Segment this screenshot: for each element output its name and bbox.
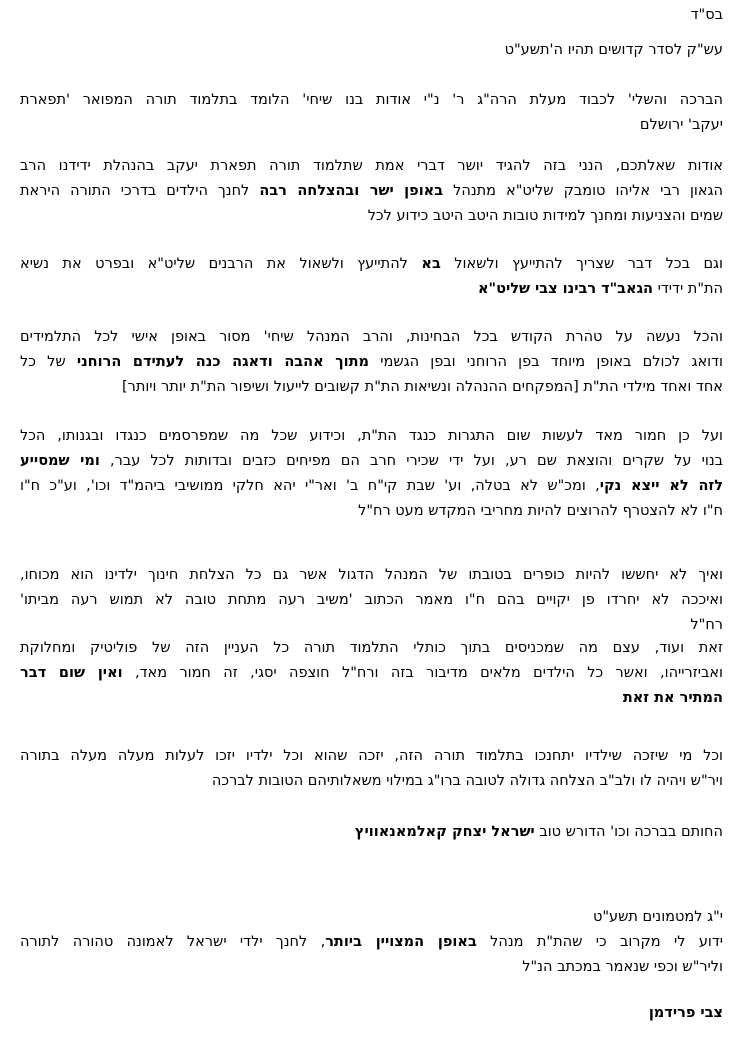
text-line [20, 588, 723, 613]
text-line [20, 179, 723, 204]
signer-name: ישראל יצחק קאלמאנאוויץ [354, 824, 535, 840]
bold-text: מתוך אהבה ודאגה כנה לעתידם הרוחני [76, 354, 370, 370]
bold-text: ומי שמסייע [20, 453, 100, 469]
text-run: ודואג לכולם באופן מיוחד בפן הרוחני ובפן הגשמי [369, 354, 723, 370]
text-run: הת"ת ידידי [653, 281, 723, 297]
signature-prefix: החותם בברכה וכו' הדורש טוב [534, 824, 723, 840]
text-run: של כל [20, 354, 77, 370]
endorsement-note [20, 905, 723, 980]
text-run: ואביזרייהו, ואשר כל הילדים מלאים מדיבור בזה ורח"ל חוצפה יסגי, זה חמור מאד, [122, 665, 723, 681]
paragraph [20, 424, 723, 524]
text-line [20, 204, 723, 229]
text-line [20, 277, 723, 302]
endorsement-signature [20, 1001, 723, 1026]
text-run: , ומכ"ש לא בטלה, וע' שבת קי"ח ב' ואר"י יהא חלקי ממושיבי ביהמ"ד וכו', וע"כ ח"ו [20, 478, 600, 494]
paragraph [20, 252, 723, 302]
text-line [20, 661, 723, 686]
bold-text: המתיר את זאת [622, 690, 723, 706]
text-line [20, 325, 723, 350]
text-run: אודות שאלתכם, הנני בזה להגיד יושר דברי אמת שתלמוד תורה תפארת יעקב בהנהלת ידידנו הרב [20, 158, 723, 174]
text-run: אחד ואחד מילדי הת"ת [המפקחים ההנהלה ונשיאות הת"ת קשובים לייעול ושיפור הת"ת יותר ויותר] [121, 379, 723, 395]
text-line [20, 449, 723, 474]
text-run: רח"ל [690, 617, 723, 633]
bold-text: ואין שום דבר [20, 665, 123, 681]
text-run: ואיך לא יחששו להיות כופרים בטובתו של המנהל הדגול אשר גם כל הצלחת חינוך ילדינו הוא מכוחו, [20, 567, 723, 583]
text-run: ידוע לי מקרוב כי שהת"ת מנהל [476, 934, 724, 950]
text-run: ויר"ש ויהיה לו ולב"ב הצלחה גדולה לטובה ברו"ג במילוי משאלותיהם הטובות לברכה [211, 773, 723, 789]
text-line [20, 113, 723, 138]
note-date: י"ג למטמונים תשע"ט [592, 909, 723, 925]
letter-title [20, 38, 723, 63]
endorsement-signer: צבי פרידמן [648, 1005, 723, 1021]
text-run: והכל נעשה על טהרת הקודש בכל הבחינות, והרב המנהל שיחי' מסור באופן אישי לכל התלמידים [20, 329, 723, 345]
header-text: בס"ד [690, 7, 723, 23]
paragraph [20, 744, 723, 794]
text-line [20, 88, 723, 113]
text-run: הגאון רבי אליהו טומבק שליט"א מתנהל [443, 183, 723, 199]
paragraph [20, 88, 723, 138]
text-run: וליר"ש וכפי שנאמר במכתב הנ"ל [522, 959, 723, 975]
paragraph [20, 636, 723, 711]
text-line [20, 955, 723, 980]
text-run: הברכה והשלי' לכבוד מעלת הרה"ג ר' נ"י אודות בנו שיחי' הלומד בתלמוד תורה המפואר 'תפארת [20, 92, 723, 108]
text-line [20, 154, 723, 179]
text-line [20, 563, 723, 588]
text-line [20, 350, 723, 375]
text-line [20, 252, 723, 277]
text-line [20, 499, 723, 524]
signature-line [20, 820, 723, 845]
text-run: וכל מי שיזכה שילדיו יתחנכו בתלמוד תורה הזה, יזכה שהוא וכל ילדיו יזכו לעלות מעלה מעלה בתורה [20, 748, 723, 764]
text-line [20, 686, 723, 711]
signature-block [20, 820, 723, 845]
text-run: , לחנך ילדי ישראל לאמונה טהורה לתורה [20, 934, 326, 950]
text-line [20, 613, 723, 638]
text-run: יעקב' ירושלם [639, 117, 723, 133]
text-line [20, 474, 723, 499]
paragraph [20, 154, 723, 229]
text-line [20, 769, 723, 794]
text-line [20, 375, 723, 400]
text-run: וגם בכל דבר שצריך להתייעץ ולשאול [440, 256, 723, 272]
text-run: ח"ו לא להצטרף להרוצים להיות מחריבי המקדש מעט רח"ל [358, 503, 723, 519]
text-line [20, 744, 723, 769]
text-run: שמים והצניעות ומחנך למידות טובות היטב היטב כידוע לכל [367, 208, 723, 224]
text-run: להתייעץ ולשאול את הרבנים שליט"א ובפרט את נשיא [20, 256, 422, 272]
title-text: עש"ק לסדר קדושים תהיו ה'תשע"ט [504, 42, 723, 58]
text-run: בנוי על שקרים והוצאת שם רע, ועל ידי שכירי חרב הם מפיחים כזבים ובדותות לכל עבר, [99, 453, 724, 469]
bold-text: בא [421, 256, 441, 272]
text-run: ואיככה לא יחרדו פן יקויים בהם ח"ו מאמר הכתוב 'משיב רעה מתחת טובה לא תמוש רעה מביתו' [20, 592, 723, 608]
paragraph [20, 563, 723, 638]
text-run: זאת ועוד, עצם מה שמכניסים בתוך כותלי התלמוד תורה כל העניין הזה של פוליטיק ומחלוקת [20, 640, 723, 656]
bold-text: לזה לא ייצא נקי [599, 478, 723, 494]
note-body [20, 930, 723, 980]
text-line [20, 636, 723, 661]
bold-text: באופן המצויין ביותר [325, 934, 477, 950]
letter-page [20, 0, 723, 1053]
bold-text: באופן ישר ובהצלחה רבה [259, 183, 444, 199]
text-line [20, 424, 723, 449]
text-run: לחנך הילדים בדרכי התורה היראת [20, 183, 260, 199]
text-line [20, 930, 723, 955]
bold-text: הגאב"ד רבינו צבי שליט"א [477, 281, 654, 297]
text-run: ועל כן חמור מאד לעשות שום התגרות כנגד הת"ת, וכידוע שכל מה שמפרסמים כנגדו ובגנותו, הכל [20, 428, 723, 444]
letter-header [20, 3, 723, 28]
paragraph [20, 325, 723, 400]
